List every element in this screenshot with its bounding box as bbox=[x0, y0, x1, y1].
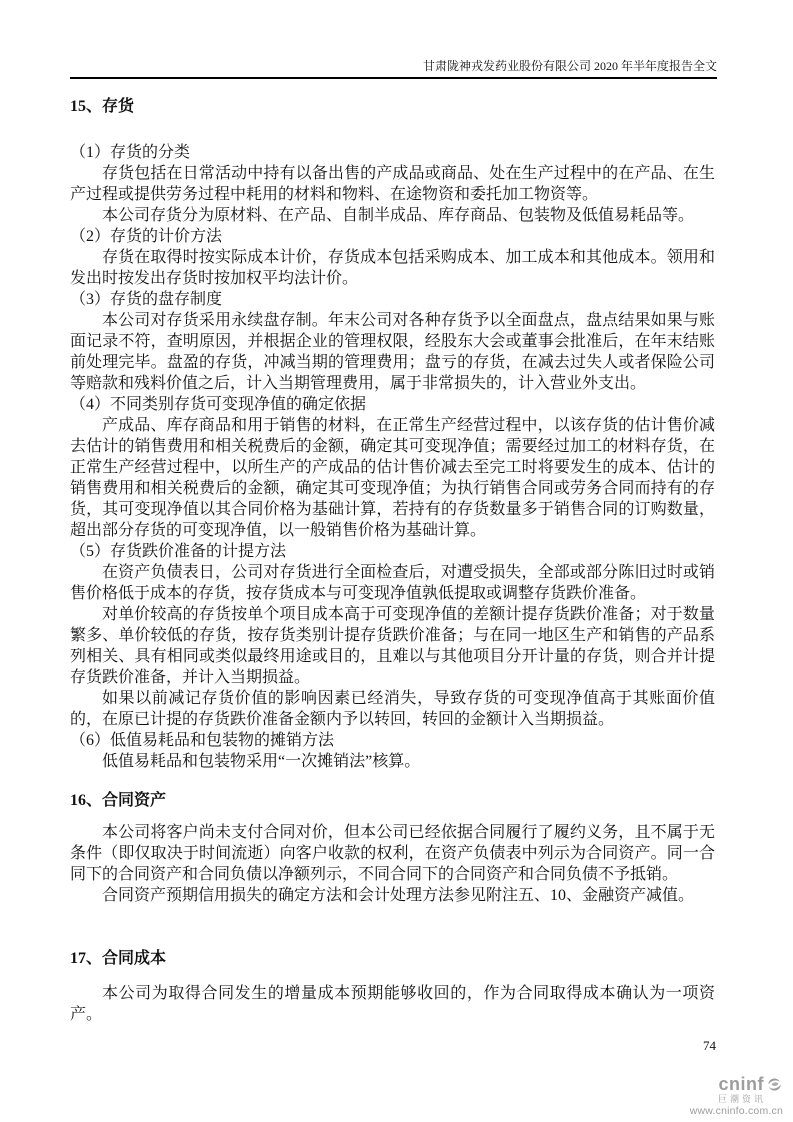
cninfo-logo-text: cninf bbox=[718, 1074, 764, 1094]
inventory-item-4-title: （4）不同类别存货可变现净值的确定依据 bbox=[70, 396, 367, 413]
paragraph: 本公司存货分为原材料、在产品、自制半成品、库存商品、包装物及低值易耗品等。 bbox=[102, 207, 695, 224]
page-number: 74 bbox=[703, 1038, 716, 1053]
paragraph: 存货在取得时按实际成本计价，存货成本包括采购成本、加工成本和其他成本。领用和发出时按发出存货时按加权平均法计价。 bbox=[70, 249, 715, 287]
paragraph: 本公司将客户尚未支付合同对价，但本公司已经依据合同履行了履约义务，且不属于无条件（即仅取决于时间流逝）向客户收款的权利，在资产负债表中列示为合同资产。同一合同下的合同资产和合同负债以净额列示，不同合同下的合同资产和合同负债不予抵销。 bbox=[70, 824, 715, 883]
inventory-item-6-title: （6）低值易耗品和包装物的摊销方法 bbox=[70, 732, 335, 749]
paragraph: 在资产负债表日，公司对存货进行全面检查后，对遭受损失，全部或部分陈旧过时或销售价格低于成本的存货，按存货成本与可变现净值孰低提取或调整存货跌价准备。 bbox=[70, 564, 715, 602]
cninfo-swirl-icon bbox=[766, 1076, 783, 1093]
cninfo-logo-chinese: 巨潮资讯 bbox=[717, 1093, 766, 1104]
cninfo-logo-row bbox=[690, 1074, 783, 1095]
inventory-item-3-title: （3）存货的盘存制度 bbox=[70, 291, 223, 308]
header-title: 甘肃陇神戎发药业股份有限公司 2020 年半年度报告全文 bbox=[422, 59, 717, 73]
paragraph: 存货包括在日常活动中持有以备出售的产成品或商品、处在生产过程中的在产品、在生产过程或提供劳务过程中耗用的材料和物料、在途物资和委托加工物资等。 bbox=[70, 165, 715, 203]
inventory-item-5-title: （5）存货跌价准备的计提方法 bbox=[70, 543, 287, 560]
section-heading-inventory: 15、存货 bbox=[70, 98, 135, 115]
paragraph: 低值易耗品和包装物采用“一次摊销法”核算。 bbox=[102, 753, 421, 770]
paragraph: 产成品、库存商品和用于销售的材料，在正常生产经营过程中，以该存货的估计售价减去估计的销售费用和相关税费后的金额，确定其可变现净值；需要经过加工的材料存货，在正常生产经营过程中，以所生产的产成品的估计售价减去至完工时将要发生的成本、估计的销售费用和相关税费后的金额，确定其可变现净值；为执行销售合同或劳务合同而持有的存货，其可变现净值以其合同价格为基础计算，若持有的存货数量多于销售合同的订购数量，超出部分存货的可变现净值，以一般销售价格为基础计算。 bbox=[70, 417, 715, 539]
paragraph: 如果以前减记存货价值的影响因素已经消失，导致存货的可变现净值高于其账面价值的，在原已计提的存货跌价准备金额内予以转回，转回的金额计入当期损益。 bbox=[70, 690, 715, 728]
section-heading-contract-costs: 17、合同成本 bbox=[70, 950, 167, 967]
report-body bbox=[70, 96, 715, 1025]
section-heading-contract-assets: 16、合同资产 bbox=[70, 792, 167, 809]
paragraph: 本公司为取得合同发生的增量成本预期能够收回的，作为合同取得成本确认为一项资产。 bbox=[70, 985, 715, 1023]
cninfo-logo-url: www.cninfo.com.cn bbox=[689, 1105, 783, 1118]
paragraph: 合同资产预期信用损失的确定方法和会计处理方法参见附注五、10、金融资产减值。 bbox=[102, 887, 695, 904]
inventory-item-1-title: （1）存货的分类 bbox=[70, 144, 191, 161]
paragraph: 对单价较高的存货按单个项目成本高于可变现净值的差额计提存货跌价准备；对于数量繁多、单价较低的存货，按存货类别计提存货跌价准备；与在同一地区生产和销售的产品系列相关、具有相同或类似最终用途或目的，且难以与其他项目分开计量的存货，则合并计提存货跌价准备，并计入当期损益。 bbox=[70, 606, 715, 686]
cninfo-logo bbox=[690, 1074, 783, 1117]
paragraph: 本公司对存货采用永续盘存制。年末公司对各种存货予以全面盘点，盘点结果如果与账面记录不符，查明原因，并根据企业的管理权限，经股东大会或董事会批准后，在年末结账前处理完毕。盘盈的存货，冲减当期的管理费用；盘亏的存货，在减去过失人或者保险公司等赔款和残料价值之后，计入当期管理费用，属于非常损失的，计入营业外支出。 bbox=[70, 312, 715, 392]
inventory-item-2-title: （2）存货的计价方法 bbox=[70, 228, 223, 245]
page-header bbox=[70, 0, 717, 79]
